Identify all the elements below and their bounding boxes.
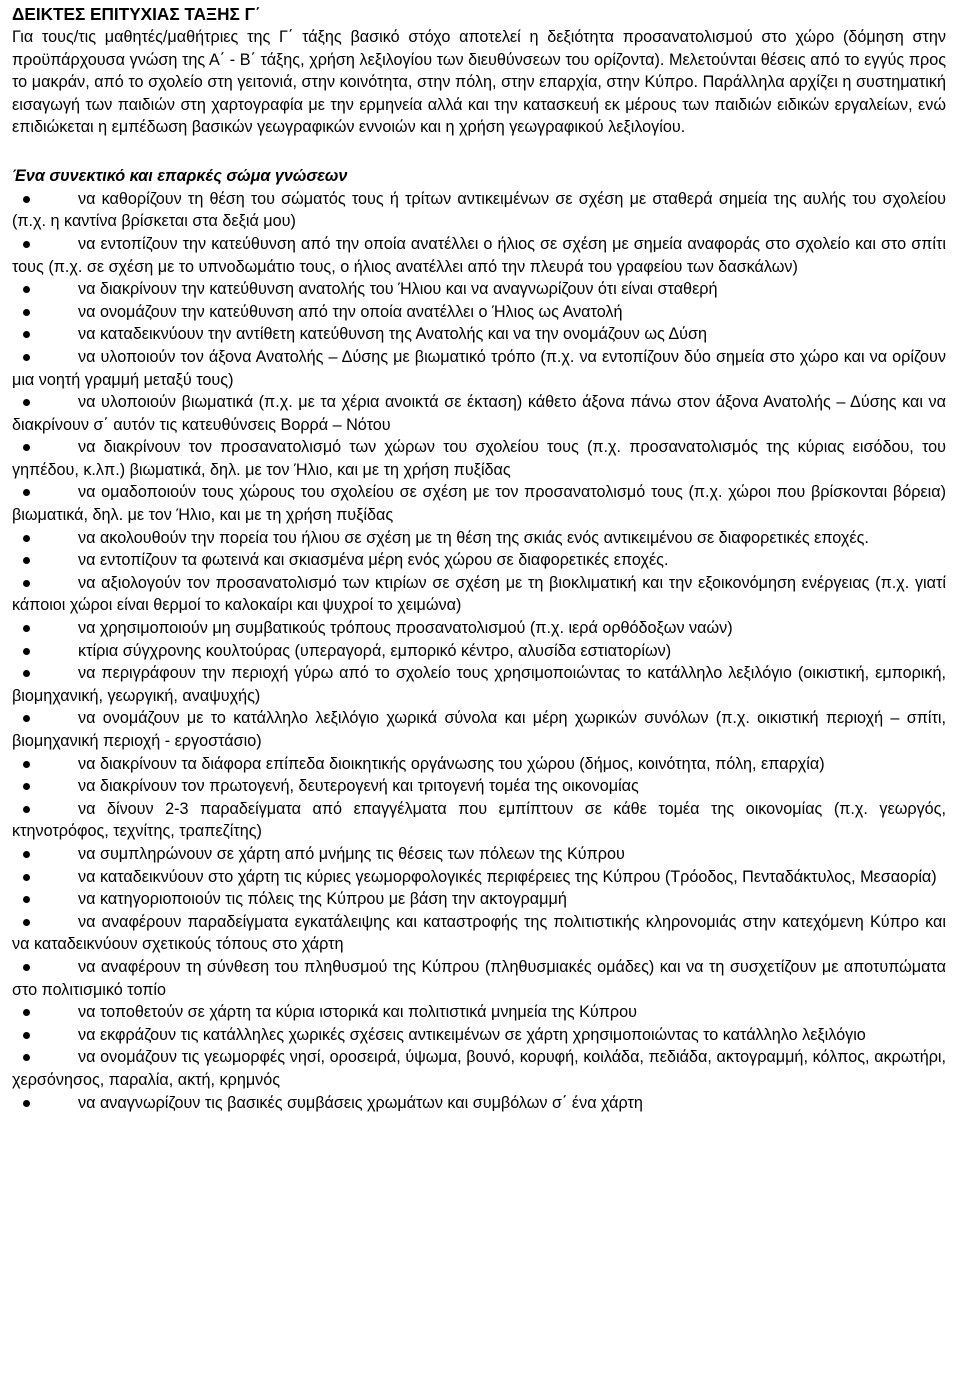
list-item: να αναφέρουν τη σύνθεση του πληθυσμού της Κύπρου (πληθυσμιακές ομάδες) και να τη συσχετίζουν με αποτυπώματα στο πολιτισμικό τοπίο — [12, 956, 946, 1001]
list-item: να δίνουν 2-3 παραδείγματα από επαγγέλματα που εμπίπτουν σε κάθε τομέα της οικονομίας (π.χ. γεωργός, κτηνοτρόφος, τεχνίτης, τραπεζίτης) — [12, 798, 946, 843]
list-item: να υλοποιούν τον άξονα Ανατολής – Δύσης με βιωματικό τρόπο (π.χ. να εντοπίζουν δύο σημεία στο χώρο και να ορίζουν μια νοητή γραμμή μεταξύ τους) — [12, 346, 946, 391]
list-item: να εντοπίζουν την κατεύθυνση από την οποία ανατέλλει ο ήλιος σε σχέση με σημεία αναφοράς στο σχολείο και στο σπίτι τους (π.χ. σε σχέση με το υπνοδωμάτιο τους, ο ήλιος ανατέλλει από την πλευρά του γραφείου των δασκάλων) — [12, 233, 946, 278]
list-item: να τοποθετούν σε χάρτη τα κύρια ιστορικά και πολιτιστικά μνημεία της Κύπρου — [12, 1001, 946, 1024]
list-item: να καταδεικνύουν στο χάρτη τις κύριες γεωμορφολογικές περιφέρειες της Κύπρου (Τρόοδος, Πενταδάκτυλος, Μεσαορία) — [12, 866, 946, 889]
section-heading: Ένα συνεκτικό και επαρκές σώμα γνώσεων — [12, 166, 348, 185]
list-item: να κατηγοριοποιούν τις πόλεις της Κύπρου με βάση την ακτογραμμή — [12, 888, 946, 911]
list-item: να διακρίνουν τον πρωτογενή, δευτερογενή και τριτογενή τομέα της οικονομίας — [12, 775, 946, 798]
list-item: να ακολουθούν την πορεία του ήλιου σε σχέση με τη θέση της σκιάς ενός αντικειμένου σε διαφορετικές εποχές. — [12, 527, 946, 550]
list-item: κτίρια σύγχρονης κουλτούρας (υπεραγορά, εμπορικό κέντρο, αλυσίδα εστιατορίων) — [12, 640, 946, 663]
intro-paragraph: Για τους/τις μαθητές/μαθήτριες της Γ΄ τάξης βασικό στόχο αποτελεί η δεξιότητα προσανατολισμού στο χώρο (δόμηση στην προϋπάρχουσα γνώση της Α΄ - Β΄ τάξης, χρήση λεξιλογίου των διευθύνσεων του ορίζοντα). Μελετούνται θέσεις από το εγγύς προς το μακράν, από το σχολείο στη γειτονιά, στην κοινότητα, στην πόλη, στην επαρχία, στην Κύπρο. Παράλληλα αρχίζει η συστηματική εισαγωγή των παιδιών στη χαρτογραφία με την ερμηνεία αλλά και την κατασκευή εκ μέρους των παιδιών ειδικών εργαλείων, ενώ επιδιώκεται η εμπέδωση βασικών γεωγραφικών εννοιών και η χρήση γεωγραφικού λεξιλογίου. — [12, 28, 946, 137]
list-item: να διακρίνουν την κατεύθυνση ανατολής του Ήλιου και να αναγνωρίζουν ότι είναι σταθερή — [12, 278, 946, 301]
list-item: να εντοπίζουν τα φωτεινά και σκιασμένα μέρη ενός χώρου σε διαφορετικές εποχές. — [12, 549, 946, 572]
spacer — [12, 139, 946, 165]
list-item: να εκφράζουν τις κατάλληλες χωρικές σχέσεις αντικειμένων σε χάρτη χρησιμοποιώντας το κατάλληλο λεξιλόγιο — [12, 1024, 946, 1047]
list-item: να καθορίζουν τη θέση του σώματός τους ή τρίτων αντικειμένων σε σχέση με σταθερά σημεία της αυλής του σχολείου (π.χ. η καντίνα βρίσκεται στα δεξιά μου) — [12, 188, 946, 233]
list-item: να διακρίνουν τον προσανατολισμό των χώρων του σχολείου τους (π.χ. προσανατολισμός της κύριας εισόδου, του γηπέδου, κ.λπ.) βιωματικά, δηλ. με τον Ήλιο, και με τη χρήση πυξίδας — [12, 436, 946, 481]
list-item: να χρησιμοποιούν μη συμβατικούς τρόπους προσανατολισμού (π.χ. ιερά ορθόδοξων ναών) — [12, 617, 946, 640]
list-item: να αναφέρουν παραδείγματα εγκατάλειψης και καταστροφής της πολιτιστικής κληρονομιάς στην κατεχόμενη Κύπρο και να καταδεικνύουν σχετικούς τόπους στο χάρτη — [12, 911, 946, 956]
indicator-list — [12, 188, 946, 1114]
list-item: να διακρίνουν τα διάφορα επίπεδα διοικητικής οργάνωσης του χώρου (δήμος, κοινότητα, πόλη, επαρχία) — [12, 753, 946, 776]
list-item: να αναγνωρίζουν τις βασικές συμβάσεις χρωμάτων και συμβόλων σ΄ ένα χάρτη — [12, 1092, 946, 1115]
list-item: να ονομάζουν τις γεωμορφές νησί, οροσειρά, ύψωμα, βουνό, κορυφή, κοιλάδα, πεδιάδα, ακτογραμμή, κόλπος, ακρωτήρι, χερσόνησος, παραλία, ακτή, κρημνός — [12, 1046, 946, 1091]
list-item: να ονομάζουν την κατεύθυνση από την οποία ανατέλλει ο Ήλιος ως Ανατολή — [12, 301, 946, 324]
list-item: να ονομάζουν με το κατάλληλο λεξιλόγιο χωρικά σύνολα και μέρη χωρικών συνόλων (π.χ. οικιστική περιοχή – σπίτι, βιομηχανική περιοχή - εργοστάσιο) — [12, 707, 946, 752]
list-item: να υλοποιούν βιωματικά (π.χ. με τα χέρια ανοικτά σε έκταση) κάθετο άξονα πάνω στον άξονα Ανατολής – Δύσης και να διακρίνουν σ΄ αυτόν τις κατευθύνσεις Βορρά – Νότου — [12, 391, 946, 436]
list-item: να ομαδοποιούν τους χώρους του σχολείου σε σχέση με τον προσανατολισμό τους (π.χ. χώροι που βρίσκονται βόρεια) βιωματικά, δηλ. με τον Ήλιο, και με τη χρήση πυξίδας — [12, 481, 946, 526]
list-item: να αξιολογούν τον προσανατολισμό των κτιρίων σε σχέση με τη βιοκλιματική και την εξοικονόμηση ενέργειας (π.χ. γιατί κάποιοι χώροι είναι θερμοί το καλοκαίρι και ψυχροί το χειμώνα) — [12, 572, 946, 617]
document-title: ΔΕΙΚΤΕΣ ΕΠΙΤΥΧΙΑΣ ΤΑΞΗΣ Γ΄ — [12, 4, 261, 24]
list-item: να περιγράφουν την περιοχή γύρω από το σχολείο τους χρησιμοποιώντας το κατάλληλο λεξιλόγιο (οικιστική, εμπορική, βιομηχανική, γεωργική, αναψυχής) — [12, 662, 946, 707]
list-item: να καταδεικνύουν την αντίθετη κατεύθυνση της Ανατολής και να την ονομάζουν ως Δύση — [12, 323, 946, 346]
list-item: να συμπληρώνουν σε χάρτη από μνήμης τις θέσεις των πόλεων της Κύπρου — [12, 843, 946, 866]
